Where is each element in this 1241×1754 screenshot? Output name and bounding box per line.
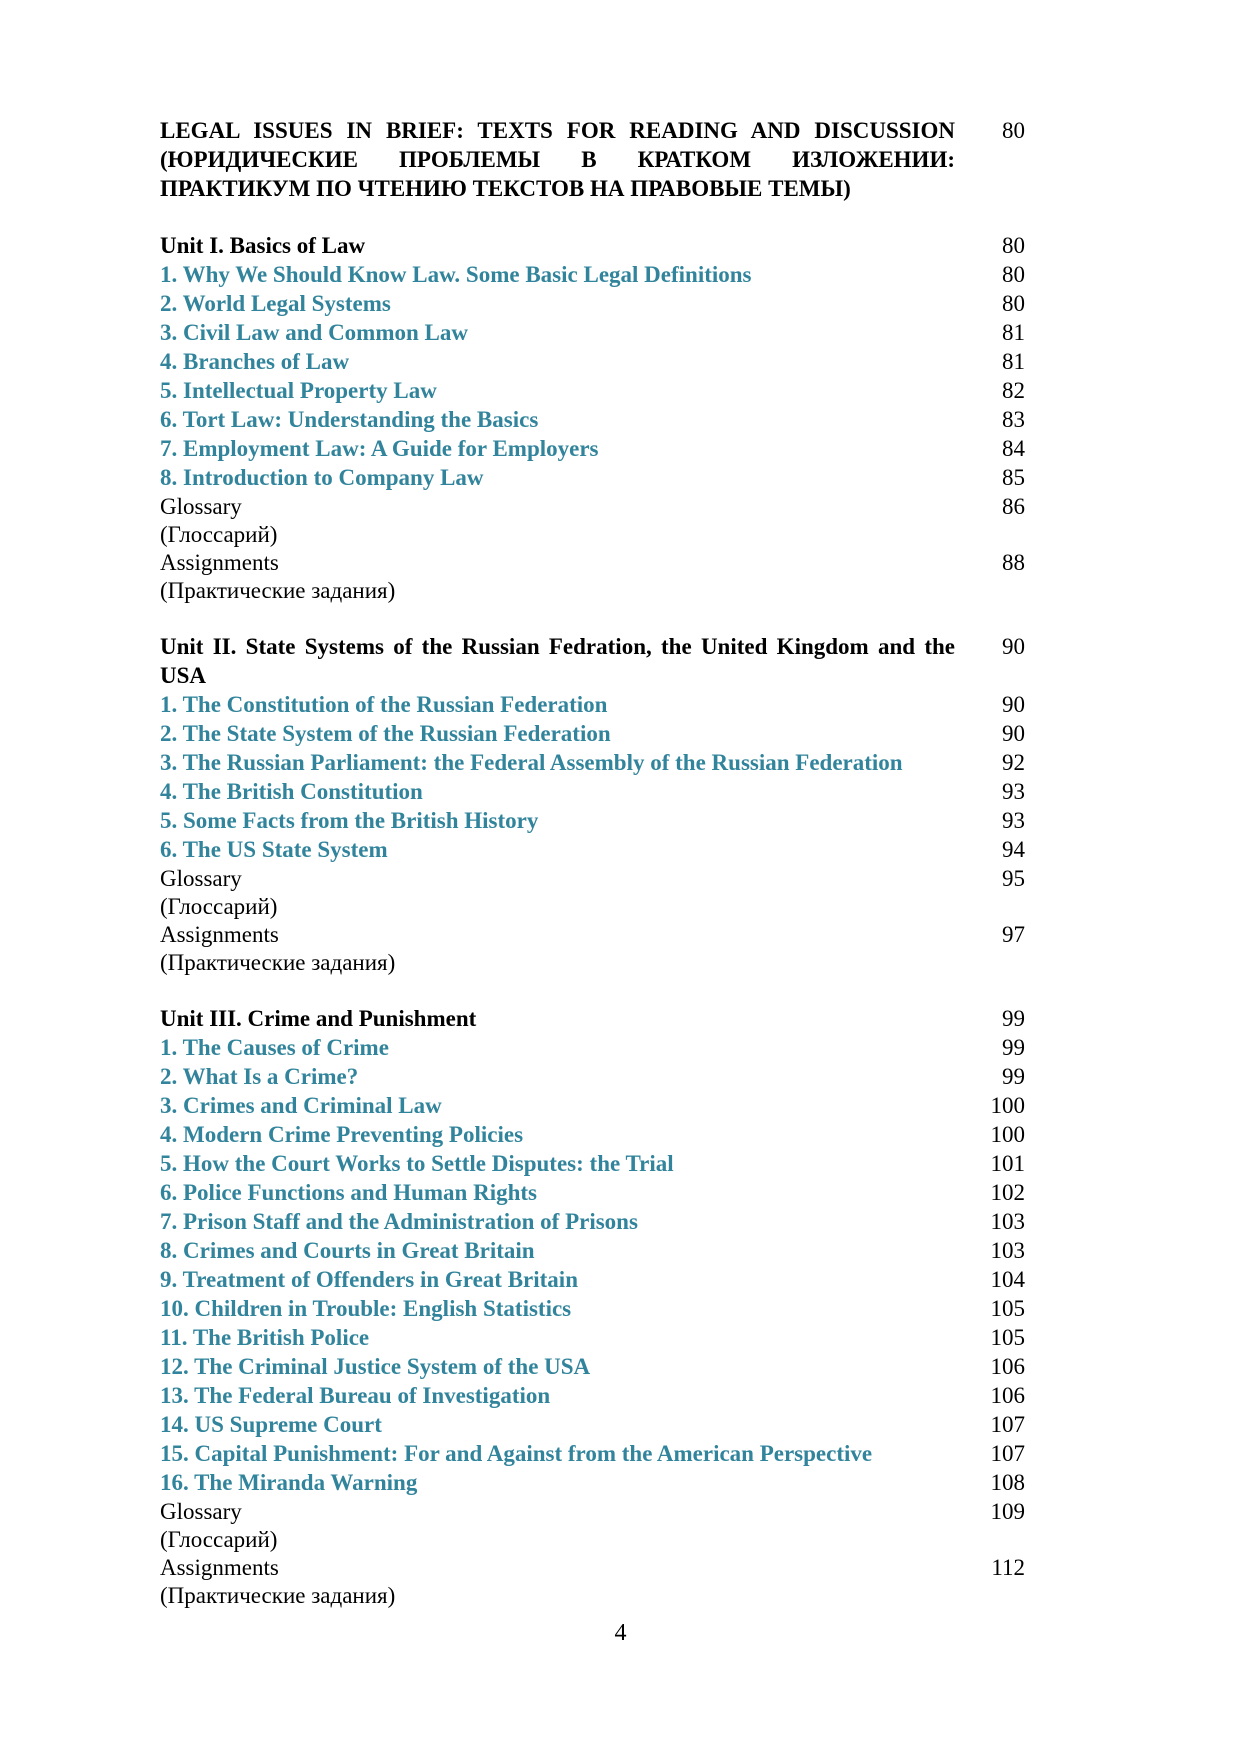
assignments-label-ru: (Практические задания)	[160, 578, 396, 603]
unit-1-glossary[interactable]	[160, 492, 1025, 521]
toc-item-page: 101	[990, 1151, 1025, 1176]
toc-item[interactable]	[160, 289, 1025, 318]
toc-item[interactable]	[160, 1381, 1025, 1410]
toc-item-page: 93	[1002, 808, 1025, 833]
toc-item-page: 103	[990, 1238, 1025, 1263]
book-title-line-1: LEGAL ISSUES IN BRIEF: TEXTS FOR READING AND DISCUSSION	[160, 118, 955, 143]
toc-item-page: 81	[1002, 320, 1025, 345]
section-gap	[160, 203, 1025, 231]
toc-item-label: 3. Crimes and Criminal Law	[160, 1093, 442, 1118]
toc-item[interactable]	[160, 835, 1025, 864]
unit-2-heading[interactable]	[160, 632, 1025, 690]
toc-item[interactable]	[160, 1149, 1025, 1178]
unit-1-title: Unit I. Basics of Law	[160, 233, 366, 258]
unit-2-glossary[interactable]	[160, 864, 1025, 893]
toc-item-label: 7. Employment Law: A Guide for Employers	[160, 436, 599, 461]
glossary-label: Glossary	[160, 494, 242, 519]
assignments-page: 97	[1002, 922, 1025, 947]
glossary-label-ru: (Глоссарий)	[160, 1527, 278, 1552]
toc-item-page: 100	[990, 1093, 1025, 1118]
unit-3-page: 99	[1002, 1006, 1025, 1031]
toc-item[interactable]	[160, 260, 1025, 289]
unit-1-assignments-ru	[160, 577, 1025, 604]
toc-item-page: 84	[1002, 436, 1025, 461]
toc-item[interactable]	[160, 1207, 1025, 1236]
glossary-label-ru: (Глоссарий)	[160, 522, 278, 547]
toc-item-page: 100	[990, 1122, 1025, 1147]
toc-item-label: 6. The US State System	[160, 837, 388, 862]
toc-item[interactable]	[160, 1091, 1025, 1120]
toc-item-page: 99	[1002, 1064, 1025, 1089]
toc-item-label: 3. Civil Law and Common Law	[160, 320, 468, 345]
unit-2-page: 90	[1002, 634, 1025, 659]
toc-item-label: 15. Capital Punishment: For and Against from the American Perspective	[160, 1441, 873, 1466]
toc-item[interactable]	[160, 1178, 1025, 1207]
toc-item-page: 82	[1002, 378, 1025, 403]
toc-item-label: 6. Police Functions and Human Rights	[160, 1180, 537, 1205]
toc-item-page: 107	[990, 1412, 1025, 1437]
unit-3-assignments[interactable]	[160, 1553, 1025, 1582]
toc-item[interactable]	[160, 318, 1025, 347]
unit-3-heading[interactable]	[160, 1004, 1025, 1033]
unit-3-items	[160, 1033, 1025, 1497]
toc-item-label: 11. The British Police	[160, 1325, 370, 1350]
assignments-label: Assignments	[160, 922, 279, 947]
toc-item-page: 90	[1002, 721, 1025, 746]
toc-item[interactable]	[160, 1062, 1025, 1091]
table-of-contents	[160, 116, 1025, 1609]
unit-3-assignments-ru	[160, 1582, 1025, 1609]
toc-item[interactable]	[160, 806, 1025, 835]
unit-3-glossary-ru	[160, 1526, 1025, 1553]
toc-item-label: 3. The Russian Parliament: the Federal Assembly of the Russian Federation	[160, 750, 903, 775]
toc-item[interactable]	[160, 1033, 1025, 1062]
toc-item[interactable]	[160, 719, 1025, 748]
toc-item-label: 4. Modern Crime Preventing Policies	[160, 1122, 524, 1147]
assignments-label: Assignments	[160, 1555, 279, 1580]
unit-1-items	[160, 260, 1025, 492]
assignments-page: 112	[991, 1555, 1025, 1580]
toc-item-page: 105	[990, 1325, 1025, 1350]
toc-item-label: 5. How the Court Works to Settle Disputes: the Trial	[160, 1151, 674, 1176]
toc-item-page: 102	[990, 1180, 1025, 1205]
toc-item[interactable]	[160, 1468, 1025, 1497]
toc-item-page: 81	[1002, 349, 1025, 374]
unit-2-title: Unit II. State Systems of the Russian Fedration, the United Kingdom and the USA	[160, 634, 955, 688]
glossary-label-ru: (Глоссарий)	[160, 894, 278, 919]
toc-item-page: 80	[1002, 291, 1025, 316]
toc-item-label: 4. Branches of Law	[160, 349, 350, 374]
toc-item[interactable]	[160, 777, 1025, 806]
toc-item-label: 2. What Is a Crime?	[160, 1064, 359, 1089]
book-title-page: 80	[1002, 118, 1025, 143]
unit-1-heading[interactable]	[160, 231, 1025, 260]
toc-item-page: 83	[1002, 407, 1025, 432]
toc-item-label: 12. The Criminal Justice System of the USA	[160, 1354, 591, 1379]
glossary-page: 95	[1002, 866, 1025, 891]
toc-item-page: 85	[1002, 465, 1025, 490]
toc-item-label: 5. Some Facts from the British History	[160, 808, 539, 833]
toc-item-label: 2. The State System of the Russian Federation	[160, 721, 611, 746]
toc-item-label: 8. Introduction to Company Law	[160, 465, 484, 490]
toc-item[interactable]	[160, 1265, 1025, 1294]
toc-item-label: 7. Prison Staff and the Administration of Prisons	[160, 1209, 638, 1234]
unit-1-page: 80	[1002, 233, 1025, 258]
toc-item-page: 92	[1002, 750, 1025, 775]
glossary-label: Glossary	[160, 1499, 242, 1524]
toc-item-label: 1. The Constitution of the Russian Federation	[160, 692, 608, 717]
glossary-page: 86	[1002, 494, 1025, 519]
unit-2-assignments-ru	[160, 949, 1025, 976]
assignments-label: Assignments	[160, 550, 279, 575]
toc-item-label: 4. The British Constitution	[160, 779, 423, 804]
unit-3-glossary[interactable]	[160, 1497, 1025, 1526]
toc-item-page: 107	[990, 1441, 1025, 1466]
section-gap	[160, 604, 1025, 632]
book-title	[160, 116, 955, 203]
toc-item-page: 108	[990, 1470, 1025, 1495]
toc-item[interactable]	[160, 434, 1025, 463]
toc-item-label: 1. The Causes of Crime	[160, 1035, 389, 1060]
toc-item-label: 6. Tort Law: Understanding the Basics	[160, 407, 539, 432]
unit-1-assignments[interactable]	[160, 548, 1025, 577]
toc-item[interactable]	[160, 1236, 1025, 1265]
unit-2-items	[160, 690, 1025, 864]
toc-item-page: 90	[1002, 692, 1025, 717]
toc-item-page: 103	[990, 1209, 1025, 1234]
toc-item-page: 106	[990, 1354, 1025, 1379]
toc-item-page: 94	[1002, 837, 1025, 862]
glossary-label: Glossary	[160, 866, 242, 891]
book-title-entry[interactable]	[160, 116, 1025, 203]
toc-item-page: 104	[990, 1267, 1025, 1292]
toc-item[interactable]	[160, 347, 1025, 376]
assignments-label-ru: (Практические задания)	[160, 1583, 396, 1608]
book-title-line-3: ПРАКТИКУМ ПО ЧТЕНИЮ ТЕКСТОВ НА ПРАВОВЫЕ ТЕМЫ)	[160, 176, 851, 201]
toc-item-label: 9. Treatment of Offenders in Great Britain	[160, 1267, 578, 1292]
unit-1-glossary-ru	[160, 521, 1025, 548]
toc-item[interactable]	[160, 1410, 1025, 1439]
toc-item[interactable]	[160, 1294, 1025, 1323]
toc-item-page: 80	[1002, 262, 1025, 287]
toc-item[interactable]	[160, 376, 1025, 405]
toc-item[interactable]	[160, 463, 1025, 492]
toc-item[interactable]	[160, 1323, 1025, 1352]
toc-item-label: 10. Children in Trouble: English Statistics	[160, 1296, 572, 1321]
unit-2-glossary-ru	[160, 893, 1025, 920]
page-number: 4	[614, 1620, 627, 1646]
toc-item-label: 14. US Supreme Court	[160, 1412, 382, 1437]
toc-item[interactable]	[160, 748, 1025, 777]
assignments-page: 88	[1002, 550, 1025, 575]
toc-item[interactable]	[160, 690, 1025, 719]
toc-item-page: 105	[990, 1296, 1025, 1321]
toc-item-label: 5. Intellectual Property Law	[160, 378, 437, 403]
unit-2-assignments[interactable]	[160, 920, 1025, 949]
section-gap	[160, 976, 1025, 1004]
toc-item[interactable]	[160, 1120, 1025, 1149]
toc-item-label: 16. The Miranda Warning	[160, 1470, 418, 1495]
toc-item-page: 106	[990, 1383, 1025, 1408]
toc-item-page: 93	[1002, 779, 1025, 804]
toc-item[interactable]	[160, 1439, 1025, 1468]
toc-item-label: 8. Crimes and Courts in Great Britain	[160, 1238, 535, 1263]
toc-item[interactable]	[160, 405, 1025, 434]
toc-item-label: 1. Why We Should Know Law. Some Basic Legal Definitions	[160, 262, 752, 287]
toc-item-label: 2. World Legal Systems	[160, 291, 391, 316]
assignments-label-ru: (Практические задания)	[160, 950, 396, 975]
glossary-page: 109	[990, 1499, 1025, 1524]
toc-item-label: 13. The Federal Bureau of Investigation	[160, 1383, 551, 1408]
toc-item-page: 99	[1002, 1035, 1025, 1060]
unit-3-title: Unit III. Crime and Punishment	[160, 1006, 477, 1031]
book-title-line-2: (ЮРИДИЧЕСКИЕ ПРОБЛЕМЫ В КРАТКОМ ИЗЛОЖЕНИИ:	[160, 147, 955, 172]
toc-item[interactable]	[160, 1352, 1025, 1381]
